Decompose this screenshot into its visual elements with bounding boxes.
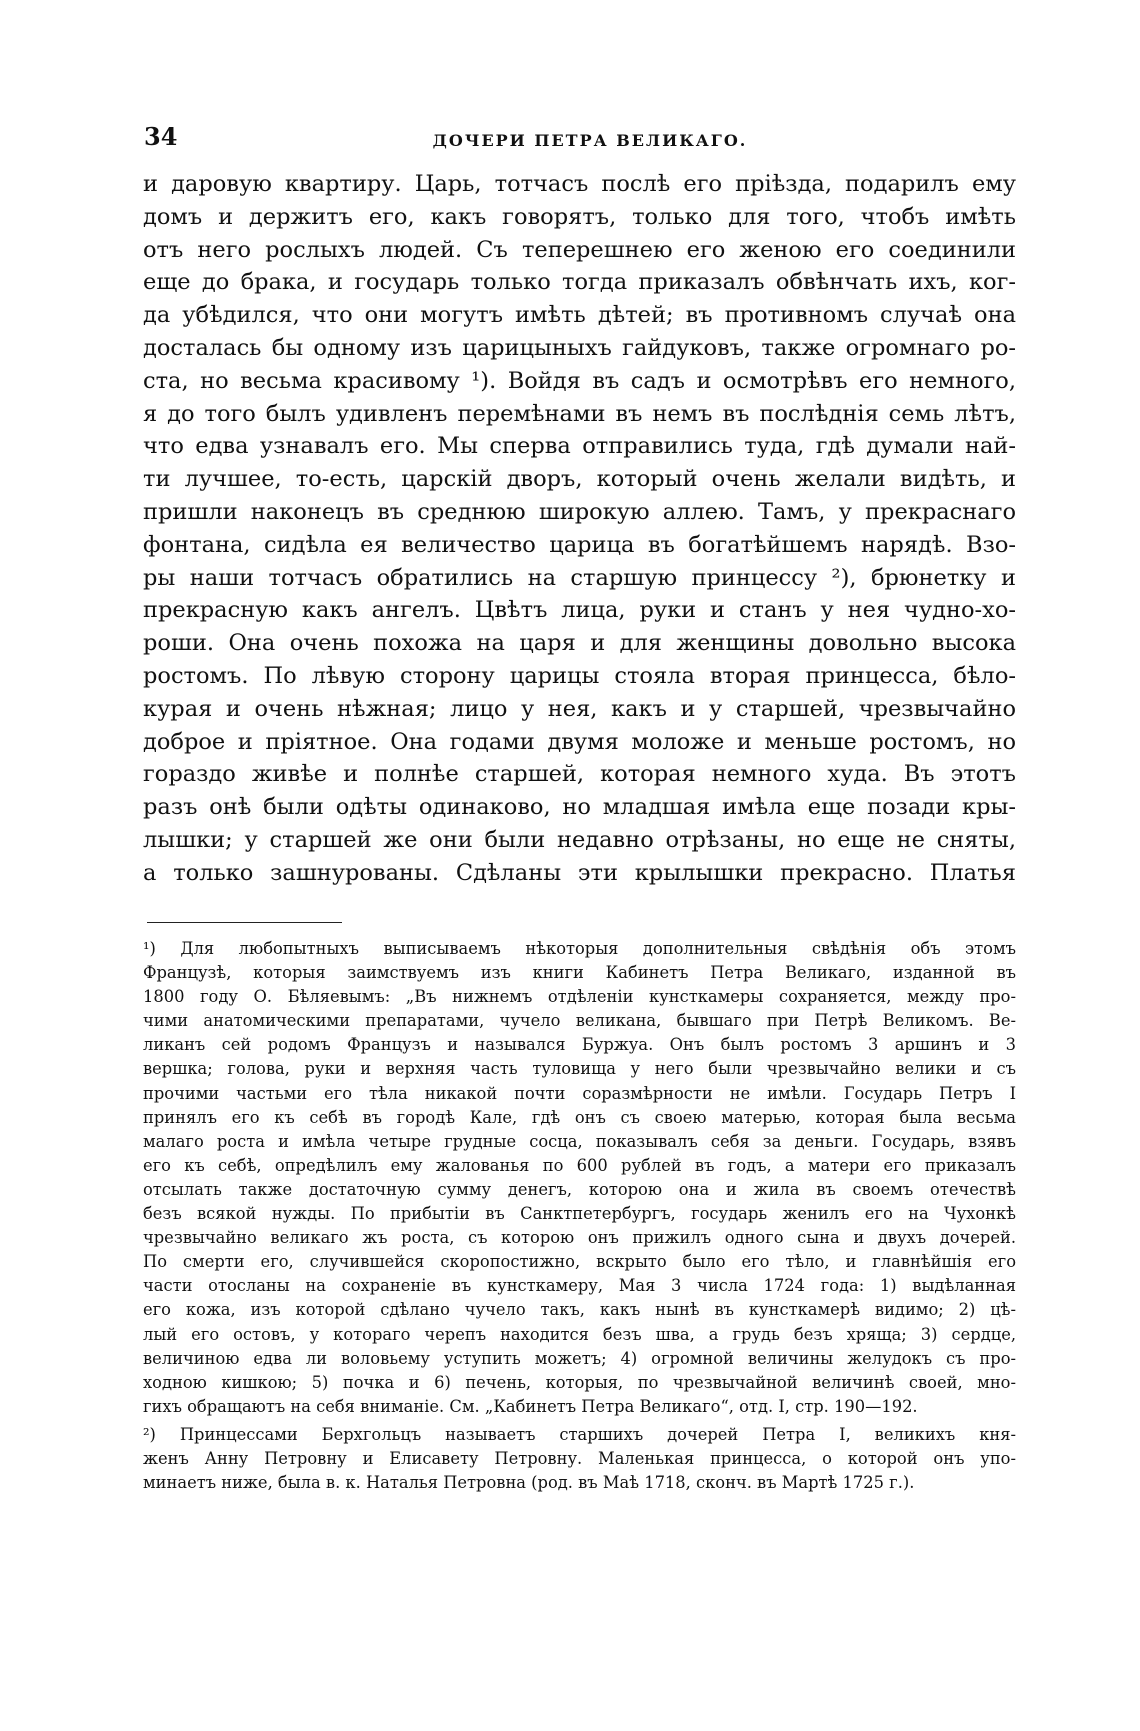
footnote-line: отсылать также достаточную сумму денегъ, которою она и жила въ своемъ отечествѣ bbox=[143, 1179, 1016, 1199]
text-line: а только зашнурованы. Сдѣланы эти крылышки прекрасно. Платья bbox=[143, 859, 1016, 886]
footnote-2 bbox=[143, 1423, 1016, 1495]
footnote-line: 1800 году О. Бѣляевымъ: „Въ нижнемъ отдѣленіи кунсткамеры сохраняется, между про- bbox=[143, 987, 1016, 1007]
footnote-line: ²) Принцессами Берхгольцъ называетъ старшихъ дочерей Петра I, великихъ кня- bbox=[143, 1424, 1016, 1444]
footnote-line: его къ себѣ, опредѣлилъ ему жалованья по 600 рублей въ годъ, а матери его приказалъ bbox=[143, 1155, 1016, 1175]
text-line: фонтана, сидѣла ея величество царица въ богатѣйшемъ нарядѣ. Взо- bbox=[143, 531, 1016, 558]
footnote-line: Французѣ, которыя заимствуемъ изъ книги Кабинетъ Петра Великаго, изданной въ bbox=[143, 963, 1016, 983]
footnote-line: чими анатомическими препаратами, чучело великана, бывшаго при Петрѣ Великомъ. Ве- bbox=[143, 1011, 1016, 1031]
text-line: ры наши тотчасъ обратились на старшую принцессу ²), брюнетку и bbox=[143, 564, 1016, 591]
text-line: ста, но весьма красивому ¹). Войдя въ садъ и осмотрѣвъ его немного, bbox=[143, 367, 1016, 394]
footnote-line: прочими частьми его тѣла никакой почти соразмѣрности не имѣли. Государь Петръ I bbox=[143, 1083, 1016, 1103]
text-line: досталась бы одному изъ царицыныхъ гайдуковъ, также огромнаго ро- bbox=[143, 334, 1016, 361]
text-line: еще до брака, и государь только тогда приказалъ обвѣнчать ихъ, ког- bbox=[143, 269, 1016, 296]
text-line: гораздо живѣе и полнѣе старшей, которая немного худа. Въ этотъ bbox=[143, 761, 1016, 788]
text-line: и даровую квартиру. Царь, тотчасъ послѣ его пріѣзда, подарилъ ему bbox=[143, 171, 1016, 197]
footnote-line: минаетъ ниже, была в. к. Наталья Петровна (род. въ Маѣ 1718, сконч. въ Мартѣ 1725 г.). bbox=[143, 1473, 915, 1493]
text-line: да убѣдился, что они могутъ имѣть дѣтей; въ противномъ случаѣ она bbox=[143, 302, 1016, 329]
text-line: курая и очень нѣжная; лицо у нея, какъ и у старшей, чрезвычайно bbox=[143, 695, 1016, 722]
text-line: домъ и держитъ его, какъ говорятъ, только для того, чтобъ имѣть bbox=[143, 203, 1016, 230]
footnote-line: лый его остовъ, у котораго черепъ находится безъ шва, а грудь безъ хряща; 3) сердце, bbox=[143, 1324, 1016, 1344]
footnote-line: части отосланы на сохраненіе въ кунсткамеру, Мая 3 числа 1724 года: 1) выдѣланная bbox=[143, 1276, 1016, 1296]
footnote-line: величиною едва ли воловьему уступить можетъ; 4) огромной величины желудокъ съ про- bbox=[143, 1348, 1016, 1368]
footnote-line: безъ всякой нужды. По прибытіи въ Санктпетербургъ, государь женилъ его на Чухонкѣ bbox=[143, 1204, 1016, 1224]
footnote-line: чрезвычайно великаго жъ роста, съ которою онъ прижилъ одного сына и двухъ дочерей. bbox=[143, 1228, 1016, 1248]
text-line: роши. Она очень похожа на царя и для женщины довольно высока bbox=[143, 630, 1016, 657]
footnote-1 bbox=[143, 937, 1016, 1419]
footnote-line: вершка; голова, руки и верхняя часть туловища у него были чрезвычайно велики и съ bbox=[143, 1059, 1016, 1079]
text-line: разъ онѣ были одѣты одинаково, но младшая имѣла еще позади кры- bbox=[143, 794, 1016, 821]
text-line: прекрасную какъ ангелъ. Цвѣтъ лица, руки и станъ у нея чудно-хо- bbox=[143, 597, 1016, 624]
text-line: пришли наконецъ въ среднюю широкую аллею. Тамъ, у прекраснаго bbox=[143, 498, 1016, 525]
footnote-line: ликанъ сей родомъ Французъ и назывался Буржуа. Онъ былъ ростомъ 3 аршинъ и 3 bbox=[143, 1035, 1016, 1055]
main-text bbox=[143, 168, 1016, 890]
text-line: ти лучшее, то-есть, царскій дворъ, который очень желали видѣть, и bbox=[143, 466, 1016, 493]
text-line: доброе и пріятное. Она годами двумя моложе и меньше ростомъ, но bbox=[143, 728, 1016, 755]
footnote-line: ходною кишкою; 5) почка и 6) печень, которыя, по чрезвычайной величинѣ своей, мно- bbox=[143, 1372, 1016, 1392]
text-line: что едва узнавалъ его. Мы сперва отправились туда, гдѣ думали най- bbox=[143, 433, 1016, 460]
footnote-line: гихъ обращаютъ на себя вниманіе. См. „Кабинетъ Петра Великаго“, отд. I, стр. 190—192. bbox=[143, 1396, 918, 1416]
footnote-line: малаго роста и имѣла четыре грудные сосца, показывалъ себя за деньги. Государь, взявъ bbox=[143, 1131, 1016, 1151]
footnote-line: принялъ его къ себѣ въ городѣ Кале, гдѣ онъ съ своею матерью, которая была весьма bbox=[143, 1107, 1016, 1127]
footnote-divider bbox=[147, 922, 342, 923]
running-title: ДОЧЕРИ ПЕТРА ВЕЛИКАГО. bbox=[432, 131, 748, 150]
text-line: я до того былъ удивленъ перемѣнами въ немъ въ послѣднія семь лѣтъ, bbox=[143, 400, 1016, 427]
footnote-line: его кожа, изъ которой сдѣлано чучело такъ, какъ нынѣ въ кунсткамерѣ видимо; 2) цѣ- bbox=[143, 1300, 1016, 1320]
footnote-line: По смерти его, случившейся скоропостижно, вскрыто было его тѣло, и главнѣйшія его bbox=[143, 1252, 1016, 1272]
footnote-line: женъ Анну Петровну и Елисавету Петровну. Маленькая принцесса, о которой онъ упо- bbox=[143, 1448, 1016, 1468]
footnotes bbox=[143, 937, 1016, 1495]
text-line: лышки; у старшей же они были недавно отрѣзаны, но еще не сняты, bbox=[143, 826, 1016, 853]
text-line: отъ него рослыхъ людей. Съ теперешнею его женою его соединили bbox=[143, 236, 1016, 263]
page-number: 34 bbox=[144, 122, 178, 151]
footnote-line: ¹) Для любопытныхъ выписываемъ нѣкоторыя дополнительныя свѣдѣнія объ этомъ bbox=[143, 939, 1016, 958]
text-line: ростомъ. По лѣвую сторону царицы стояла вторая принцесса, бѣло- bbox=[143, 662, 1016, 689]
